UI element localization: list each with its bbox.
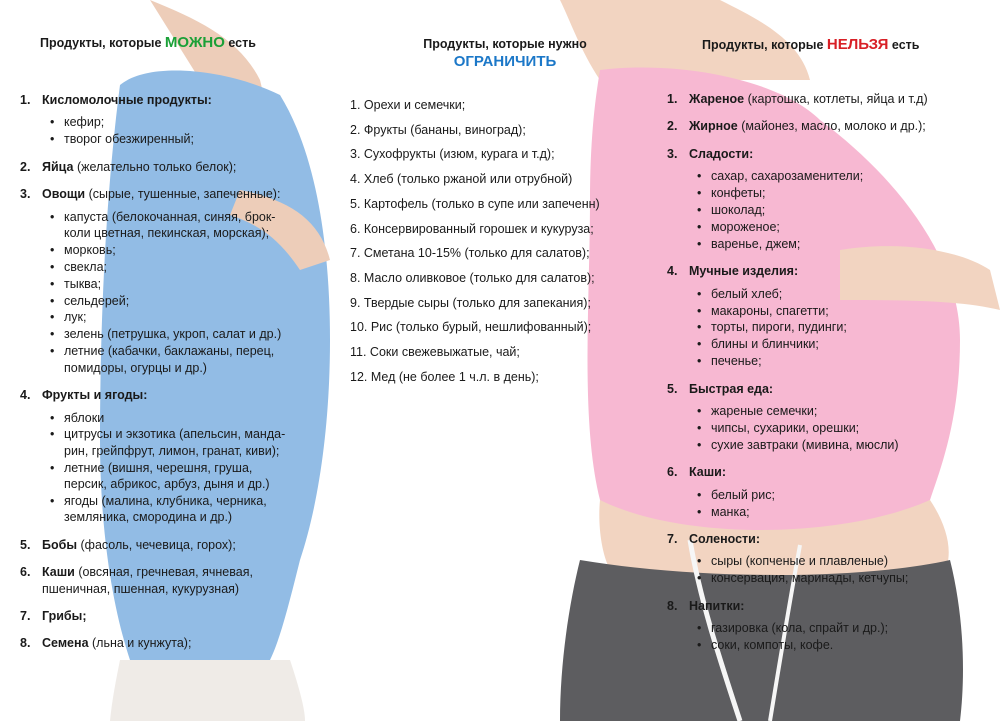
section-number: 4. bbox=[667, 264, 678, 279]
list-item bbox=[50, 426, 350, 459]
section-title: Грибы; bbox=[42, 609, 87, 624]
list-item bbox=[697, 553, 997, 569]
allowed-section bbox=[20, 387, 350, 526]
header-limited bbox=[395, 37, 615, 70]
section-note: (сырые, тушенные, запеченные): bbox=[85, 187, 281, 202]
forbidden-section bbox=[667, 598, 997, 654]
limited-item: 1. Орехи и семечки; bbox=[350, 98, 466, 112]
list-item bbox=[50, 493, 350, 526]
bullet-icon: • bbox=[50, 115, 55, 130]
section-items bbox=[689, 553, 997, 586]
list-item-text: творог обезжиренный; bbox=[64, 132, 194, 147]
section-title: Сладости: bbox=[689, 146, 754, 161]
bullet-icon: • bbox=[50, 259, 55, 274]
limited-item: 9. Твердые сыры (только для запекания); bbox=[350, 295, 591, 310]
list-item bbox=[50, 343, 350, 376]
list-item bbox=[697, 487, 997, 503]
forbidden-column bbox=[667, 91, 997, 664]
section-title: Яйца bbox=[42, 159, 74, 174]
list-item-text: манка; bbox=[711, 504, 750, 519]
section-number: 1. bbox=[667, 92, 678, 106]
allowed-section bbox=[20, 564, 350, 597]
list-item-text: шоколад; bbox=[711, 203, 766, 218]
list-item-text: свекла; bbox=[64, 259, 108, 274]
section-items bbox=[689, 620, 997, 653]
list-item-text: ягоды (малина, клубника, черника, земляника, смородина и др.) bbox=[64, 494, 267, 525]
section-note: (овсяная, гречневая, ячневая, пшеничная, пшенная, кукурузная) bbox=[42, 565, 253, 596]
allowed-list bbox=[20, 92, 350, 652]
limited-item: 7. Сметана 10-15% (только для салатов); bbox=[350, 246, 590, 261]
list-item bbox=[697, 236, 997, 252]
list-item-text: морковь; bbox=[64, 242, 116, 257]
section-title: Мучные изделия: bbox=[689, 264, 799, 279]
bullet-icon: • bbox=[697, 504, 702, 519]
bullet-icon: • bbox=[50, 344, 55, 359]
section-title: Жареное bbox=[689, 92, 745, 106]
limited-item: 8. Масло оливковое (только для салатов); bbox=[350, 270, 595, 285]
section-number: 3. bbox=[20, 187, 31, 202]
list-item bbox=[50, 114, 350, 130]
list-item-text: зелень (петрушка, укроп, салат и др.) bbox=[64, 327, 282, 342]
bullet-icon: • bbox=[697, 404, 702, 419]
bullet-icon: • bbox=[50, 410, 55, 425]
list-item bbox=[697, 185, 997, 201]
forbidden-section bbox=[667, 531, 997, 587]
forbidden-section bbox=[667, 146, 997, 252]
section-note: (фасоль, чечевица, горох); bbox=[77, 537, 236, 552]
section-number: 7. bbox=[20, 609, 31, 624]
section-number: 5. bbox=[20, 537, 31, 552]
bullet-icon: • bbox=[697, 169, 702, 184]
bullet-icon: • bbox=[50, 132, 55, 147]
section-items bbox=[689, 403, 997, 453]
list-item bbox=[697, 353, 997, 369]
bullet-icon: • bbox=[50, 310, 55, 325]
bullet-icon: • bbox=[50, 327, 55, 342]
section-number: 6. bbox=[667, 465, 678, 480]
list-item-text: тыква; bbox=[64, 276, 102, 291]
section-title: Семена bbox=[42, 636, 89, 651]
header-allowed-prefix: Продукты, которые bbox=[40, 36, 165, 50]
list-item bbox=[50, 309, 350, 325]
list-item bbox=[50, 131, 350, 147]
list-item bbox=[697, 286, 997, 302]
forbidden-section bbox=[667, 464, 997, 520]
bullet-icon: • bbox=[697, 203, 702, 218]
list-item bbox=[697, 420, 997, 436]
limited-item: 3. Сухофрукты (изюм, курага и т.д); bbox=[350, 147, 555, 162]
section-title: Каши: bbox=[689, 465, 726, 480]
allowed-section bbox=[20, 608, 350, 624]
section-number: 4. bbox=[20, 388, 31, 403]
list-item bbox=[697, 570, 997, 586]
section-title: Кисломолочные продукты: bbox=[42, 93, 212, 107]
section-number: 8. bbox=[20, 636, 31, 651]
list-item bbox=[697, 202, 997, 218]
limited-item: 10. Рис (только бурый, нешлифованный); bbox=[350, 320, 592, 335]
section-items bbox=[42, 410, 350, 526]
list-item-text: лук; bbox=[64, 310, 87, 325]
section-items bbox=[689, 168, 997, 252]
list-item-text: летние (вишня, черешня, груша, персик, абрикос, арбуз, дыня и др.) bbox=[64, 460, 270, 492]
list-item-text: белый хлеб; bbox=[711, 286, 783, 301]
list-item-text: летние (кабачки, баклажаны, перец, помидоры, огурцы и др.) bbox=[64, 344, 275, 375]
header-forbidden-prefix: Продукты, которые bbox=[702, 38, 827, 52]
list-item-text: белый рис; bbox=[711, 487, 775, 502]
list-item bbox=[697, 437, 997, 453]
list-item bbox=[50, 242, 350, 258]
list-item bbox=[50, 209, 350, 242]
limited-item: 11. Соки свежевыжатые, чай; bbox=[350, 345, 520, 360]
header-allowed-accent: МОЖНО bbox=[164, 34, 225, 51]
section-title: Жирное bbox=[689, 119, 738, 134]
bullet-icon: • bbox=[697, 421, 702, 435]
list-item-text: чипсы, сухарики, орешки; bbox=[711, 421, 860, 435]
bullet-icon: • bbox=[50, 460, 55, 475]
section-items bbox=[42, 209, 350, 377]
limited-item: 2. Фрукты (бананы, виноград); bbox=[350, 122, 526, 137]
section-number: 6. bbox=[20, 565, 31, 580]
list-item-text: блины и блинчики; bbox=[711, 337, 819, 352]
bullet-icon: • bbox=[50, 494, 55, 509]
section-number: 2. bbox=[667, 119, 678, 134]
list-item-text: торты, пироги, пудинги; bbox=[711, 320, 847, 335]
bullet-icon: • bbox=[697, 487, 702, 502]
list-item-text: газировка (кола, спрайт и др.); bbox=[711, 621, 889, 636]
list-item bbox=[697, 620, 997, 636]
section-title: Каши bbox=[42, 565, 75, 580]
section-number: 1. bbox=[20, 93, 31, 107]
header-limited-accent: ОГРАНИЧИТЬ bbox=[453, 53, 557, 70]
bullet-icon: • bbox=[50, 276, 55, 291]
section-title: Бобы bbox=[42, 537, 78, 552]
list-item bbox=[50, 460, 350, 493]
list-item-text: сухие завтраки (мивина, мюсли) bbox=[711, 437, 899, 452]
section-note: (желательно только белок); bbox=[73, 159, 237, 174]
bullet-icon: • bbox=[50, 427, 55, 442]
allowed-column bbox=[20, 92, 350, 663]
section-number: 7. bbox=[667, 532, 678, 547]
allowed-section bbox=[20, 537, 350, 553]
header-limited-line: Продукты, которые нужно bbox=[423, 37, 587, 51]
bullet-icon: • bbox=[697, 303, 702, 318]
section-number: 2. bbox=[20, 159, 31, 174]
list-item bbox=[50, 293, 350, 309]
section-note: (майонез, масло, молоко и др.); bbox=[737, 119, 926, 134]
list-item bbox=[697, 403, 997, 419]
bullet-icon: • bbox=[697, 437, 702, 452]
section-title: Овощи bbox=[42, 187, 86, 202]
list-item-text: мороженое; bbox=[711, 219, 780, 234]
bullet-icon: • bbox=[697, 554, 702, 569]
bullet-icon: • bbox=[50, 242, 55, 257]
forbidden-section bbox=[667, 118, 997, 134]
bullet-icon: • bbox=[50, 293, 55, 308]
limited-list bbox=[350, 97, 650, 385]
section-number: 5. bbox=[667, 381, 678, 396]
section-items bbox=[689, 487, 997, 520]
list-item bbox=[697, 319, 997, 335]
list-item bbox=[50, 259, 350, 275]
list-item-text: яблоки bbox=[64, 410, 105, 425]
bullet-icon: • bbox=[697, 354, 702, 369]
list-item-text: сахар, сахарозаменители; bbox=[711, 169, 864, 184]
limited-column bbox=[350, 97, 650, 393]
list-item bbox=[50, 410, 350, 426]
bullet-icon: • bbox=[697, 286, 702, 301]
limited-item: 12. Мед (не более 1 ч.л. в день); bbox=[350, 369, 539, 384]
list-item-text: капуста (белокочанная, синяя, брок- коли цветная, пекинская, морская); bbox=[64, 209, 276, 240]
limited-item: 5. Картофель (только в супе или запеченн) bbox=[350, 196, 600, 211]
section-items bbox=[689, 286, 997, 370]
section-title: Быстрая еда: bbox=[689, 381, 774, 396]
list-item-text: конфеты; bbox=[711, 186, 766, 201]
limited-item: 6. Консервированный горошек и кукуруза; bbox=[350, 221, 594, 236]
limited-item: 4. Хлеб (только ржаной или отрубной) bbox=[350, 172, 573, 187]
bullet-icon: • bbox=[697, 236, 702, 251]
bullet-icon: • bbox=[697, 337, 702, 352]
forbidden-list bbox=[667, 91, 997, 653]
allowed-section bbox=[20, 635, 350, 651]
list-item bbox=[50, 276, 350, 292]
allowed-section bbox=[20, 186, 350, 376]
list-item-text: жареные семечки; bbox=[711, 404, 818, 419]
list-item-text: варенье, джем; bbox=[711, 236, 801, 251]
header-forbidden bbox=[702, 36, 972, 53]
section-title: Фрукты и ягоды: bbox=[42, 388, 148, 403]
bullet-icon: • bbox=[697, 186, 702, 201]
section-items bbox=[42, 114, 350, 147]
list-item bbox=[697, 637, 997, 653]
header-allowed bbox=[40, 34, 310, 51]
header-allowed-suffix: есть bbox=[224, 36, 256, 50]
bullet-icon: • bbox=[697, 219, 702, 234]
section-title: Напитки: bbox=[689, 598, 745, 613]
list-item bbox=[697, 504, 997, 520]
list-item bbox=[50, 326, 350, 342]
forbidden-section bbox=[667, 263, 997, 369]
section-note: (льна и кунжута); bbox=[88, 636, 192, 651]
list-item-text: печенье; bbox=[711, 354, 762, 369]
list-item bbox=[697, 303, 997, 319]
forbidden-section bbox=[667, 91, 997, 107]
list-item bbox=[697, 219, 997, 235]
forbidden-section bbox=[667, 381, 997, 454]
bullet-icon: • bbox=[697, 571, 702, 586]
bullet-icon: • bbox=[50, 209, 55, 224]
list-item-text: макароны, спагетти; bbox=[711, 303, 829, 318]
section-note: (картошка, котлеты, яйца и т.д) bbox=[744, 92, 928, 106]
bullet-icon: • bbox=[697, 621, 702, 636]
list-item-text: цитрусы и экзотика (апельсин, манда- рин, грейпфрут, лимон, гранат, киви); bbox=[64, 427, 286, 458]
allowed-section bbox=[20, 92, 350, 148]
list-item-text: сельдерей; bbox=[64, 293, 130, 308]
allowed-section bbox=[20, 159, 350, 175]
section-title: Солености: bbox=[689, 532, 761, 547]
list-item bbox=[697, 336, 997, 352]
section-number: 8. bbox=[667, 598, 678, 613]
bullet-icon: • bbox=[697, 638, 702, 653]
bullet-icon: • bbox=[697, 320, 702, 335]
list-item-text: кефир; bbox=[64, 115, 105, 130]
list-item-text: соки, компоты, кофе. bbox=[711, 638, 834, 653]
list-item-text: сыры (копченые и плавленые) bbox=[711, 554, 888, 569]
header-forbidden-accent: НЕЛЬЗЯ bbox=[826, 36, 889, 53]
list-item bbox=[697, 168, 997, 184]
header-forbidden-suffix: есть bbox=[888, 38, 920, 52]
list-item-text: консервация, маринады, кетчупы; bbox=[711, 571, 909, 586]
section-number: 3. bbox=[667, 146, 678, 161]
